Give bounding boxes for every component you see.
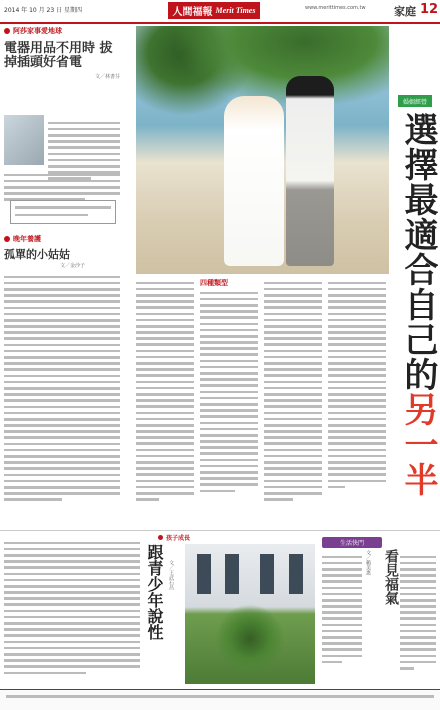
- wedding-photo: [136, 26, 389, 274]
- article2-title: 孤單的小姑姑: [4, 248, 70, 261]
- info-box: [10, 200, 116, 224]
- masthead-logo: [168, 2, 260, 19]
- article-photo: [4, 115, 44, 165]
- bride-figure: [224, 96, 284, 266]
- bottom-right-body: [322, 552, 362, 667]
- tag-dot-icon: [4, 236, 10, 242]
- tag-dot-icon: [158, 535, 163, 540]
- bottom-right-body-2: [400, 552, 436, 673]
- main-article-body: [136, 278, 386, 528]
- footer-text: [6, 695, 434, 698]
- issue-date: 2014 年 10 月 23 日 星期四: [4, 7, 82, 14]
- section-subhead: 四種類型: [200, 279, 228, 287]
- column-pill: 生活快門: [322, 537, 382, 548]
- website-url: www.merittimes.com.tw: [305, 5, 366, 11]
- headline-highlight: 另一半: [398, 392, 438, 497]
- article3-title: 跟青少年說性: [145, 544, 164, 640]
- article3-tag: 孩子成長: [158, 533, 190, 542]
- tree-foliage: [176, 26, 389, 106]
- groom-figure: [286, 76, 334, 266]
- article4-title: 看見福氣: [383, 549, 399, 605]
- article-author: 文／林書芬: [94, 74, 120, 80]
- left-article: [4, 26, 120, 80]
- section-name: 家庭: [394, 5, 416, 18]
- article2-tag: 晚年養護: [4, 234, 41, 244]
- logo-cn: 人間福報: [172, 7, 213, 18]
- article2-author: 文／金沙子: [60, 263, 86, 269]
- logo-en: Merit Times: [215, 6, 256, 15]
- article-title: 電器用品不用時 拔掉插頭好省電: [4, 41, 113, 70]
- headline: 選擇最適合自己的另一半: [398, 112, 438, 497]
- palm-plant: [215, 604, 285, 674]
- bottom-left-body: [4, 538, 140, 678]
- page-number: 12: [420, 2, 439, 17]
- section-divider: [0, 530, 440, 531]
- topic-badge: 婚姻經營: [398, 95, 432, 107]
- article3-author: 文／王武石昌: [168, 560, 174, 590]
- page-footer: [0, 689, 440, 710]
- article2-body: [4, 272, 120, 505]
- article4-author: 文／賴美惠: [365, 550, 371, 575]
- tag-dot-icon: [4, 28, 10, 34]
- house-palm-photo: [185, 544, 315, 684]
- article-tag: 阿莎家事愛地球: [4, 26, 120, 36]
